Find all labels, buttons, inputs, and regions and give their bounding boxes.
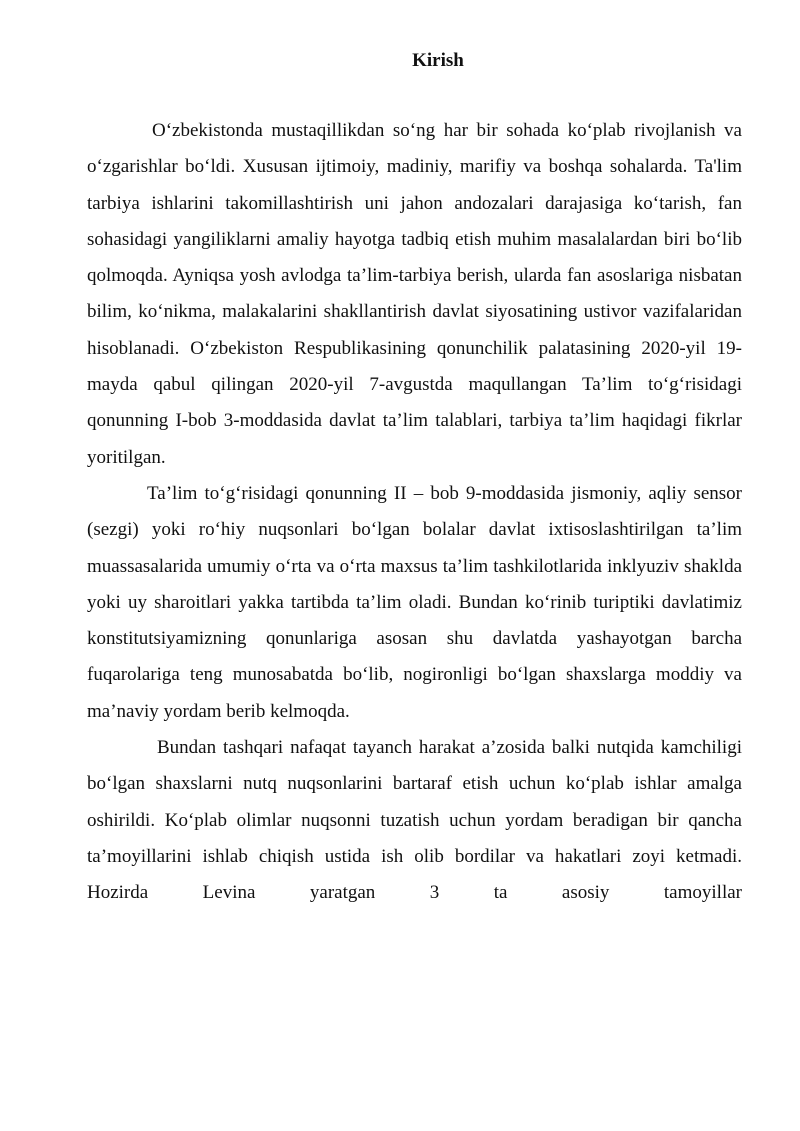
document-body	[87, 113, 742, 912]
page-title: Kirish	[412, 50, 464, 71]
paragraph-speech-defects: Bundan tashqari nafaqat tayanch harakat a’zosida balki nutqida kamchiligi bo‘lgan shaxslarni nutq nuqsonlarini bartaraf etish uchun ko‘plab ishlar amalga oshirildi. Ko‘plab olimlar nuqsonni tuzatish uchun yordam beradigan bir qancha ta’moyillarini ishlab chiqish ustida ish olib bordilar va hakatlari zoyi ketmadi. Hozirda Levina yaratgan 3 ta asosiy tamoyillar	[87, 737, 742, 904]
paragraph-introduction: O‘zbekistonda mustaqillikdan so‘ng har bir sohada ko‘plab rivojlanish va o‘zgarishlar bo‘ldi. Xususan ijtimoiy, madiniy, marifiy va boshqa sohalarda. Ta'lim tarbiya ishlarini takomillashtirish uni jahon andozalari darajasiga ko‘tarish, fan sohasidagi yangiliklarni amaliy hayotga tadbiq etish muhim masalalardan biri bo‘lib qolmoqda. Ayniqsa yosh avlodga ta’lim-tarbiya berish, ularda fan asoslariga nisbatan bilim, ko‘nikma, malakalarini shakllantirish davlat siyosatining ustivor vazifalaridan hisoblanadi. O‘zbekiston Respublikasining qonunchilik palatasining 2020-yil 19-mayda qabul qilingan 2020-yil 7-avgustda maqullangan Ta’lim to‘g‘risidagi qonunning I-bob 3-moddasida davlat ta’lim talablari, tarbiya ta’lim haqidagi fikrlar yoritilgan.	[87, 120, 742, 468]
paragraph-education-law: Ta’lim to‘g‘risidagi qonunning II – bob 9-moddasida jismoniy, aqliy sensor (sezgi) yoki ro‘hiy nuqsonlari bo‘lgan bolalar davlat ixtisoslashtirilgan ta’lim muassasalarida umumiy o‘rta va o‘rta maxsus ta’lim tashkilotlarida inklyuziv shaklda yoki uy sharoitlari yakka tartibda ta’lim oladi. Bundan ko‘rinib turiptiki davlatimiz konstitutsiyamizning qonunlariga asosan shu davlatda yashayotgan barcha fuqarolariga teng munosabatda bo‘lib, nogironligi bo‘lgan shaxslarga moddiy va ma’naviy yordam berib kelmoqda.	[87, 482, 742, 722]
